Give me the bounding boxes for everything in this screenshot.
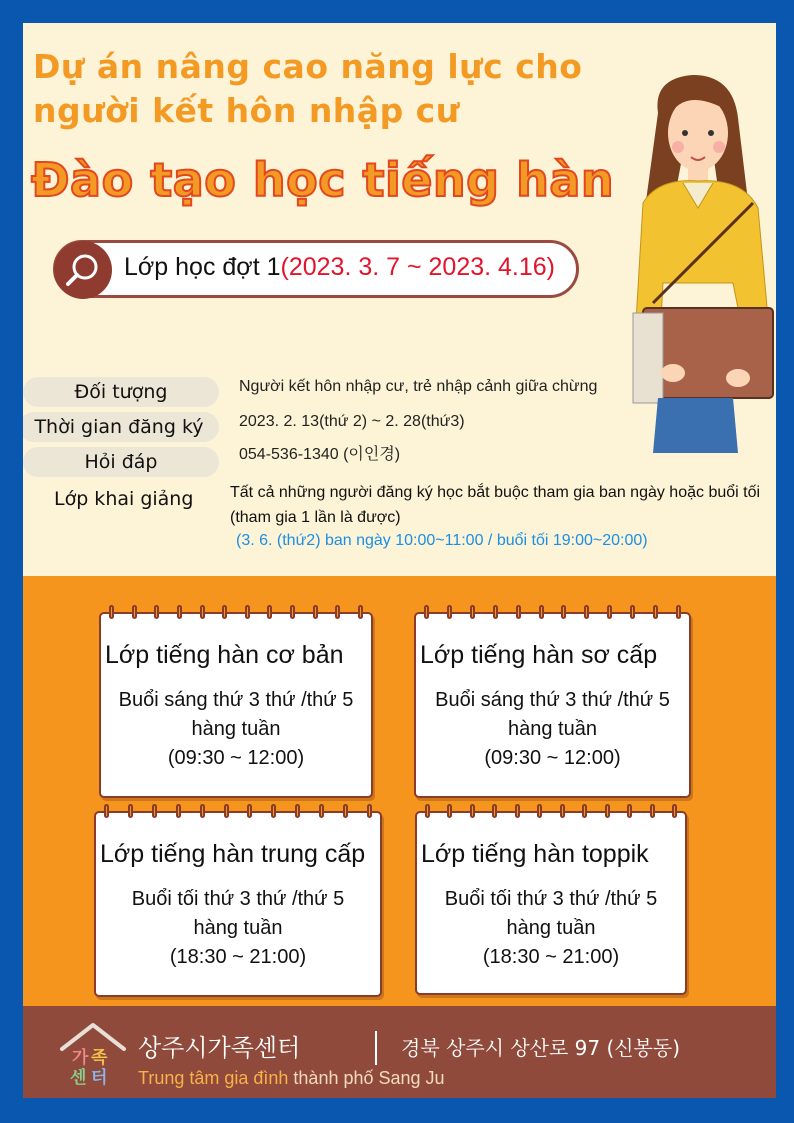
info-label-target: Đối tượng — [23, 377, 219, 407]
class-days: Buổi tối thứ 3 thứ /thứ 5 — [131, 888, 345, 910]
class-days: Buổi tối thứ 3 thứ /thứ 5 — [444, 888, 658, 910]
main-title: Đào tạo học tiếng hàn — [31, 153, 615, 207]
class-title: Lớp tiếng hàn cơ bản — [105, 641, 344, 669]
class-card-topik — [415, 811, 687, 995]
svg-text:센: 센 — [70, 1068, 87, 1088]
card-rings — [425, 804, 677, 818]
info-value-inquiry: 054-536-1340 (이인경) — [239, 446, 401, 463]
woman-illustration — [613, 73, 776, 453]
class-schedule — [417, 885, 685, 972]
center-address: 경북 상주시 상산로 97 (신봉동) — [401, 1036, 681, 1060]
class-section — [23, 576, 776, 1006]
class-title: Lớp tiếng hàn sơ cấp — [420, 641, 658, 669]
info-value-target: Người kết hôn nhập cư, trẻ nhập cảnh giữa chừng — [239, 378, 598, 395]
search-icon — [54, 241, 112, 299]
period-search-bar — [53, 240, 579, 298]
svg-text:터: 터 — [91, 1068, 108, 1088]
footer-divider — [375, 1031, 377, 1065]
card-rings — [104, 804, 372, 818]
project-title-line1: Dự án nâng cao năng lực cho — [33, 47, 583, 86]
center-name-vn-part2: thành phố Sang Ju — [288, 1068, 445, 1088]
class-time: (18:30 ~ 21:00) — [169, 946, 307, 968]
card-rings — [424, 605, 681, 619]
period-range: (2023. 3. 7 ~ 2023. 4.16) — [280, 253, 556, 281]
project-title-line2: người kết hôn nhập cư — [33, 91, 460, 130]
class-time: (18:30 ~ 21:00) — [482, 946, 620, 968]
class-frequency: hàng tuần — [193, 917, 283, 939]
class-title: Lớp tiếng hàn toppik — [421, 840, 649, 868]
project-title — [33, 45, 582, 133]
info-opening-time: (3. 6. (thứ2) ban ngày 10:00~11:00 / buổi tối 19:00~20:00) — [236, 532, 648, 549]
class-schedule — [96, 885, 380, 972]
card-rings — [109, 605, 363, 619]
class-card-elementary — [414, 612, 691, 798]
period-label — [124, 253, 555, 282]
info-label-opening: Lớp khai giảng — [54, 488, 194, 510]
class-card-basic — [99, 612, 373, 798]
period-name: Lớp học đợt 1 — [124, 253, 281, 281]
class-days: Buổi sáng thứ 3 thứ /thứ 5 — [118, 689, 354, 711]
class-frequency: hàng tuần — [508, 718, 597, 740]
class-title: Lớp tiếng hàn trung cấp — [100, 840, 366, 868]
class-time: (09:30 ~ 12:00) — [484, 747, 621, 769]
footer — [23, 1006, 776, 1098]
center-name-korean: 상주시가족센터 — [138, 1034, 301, 1062]
info-label-inquiry: Hỏi đáp — [23, 447, 219, 477]
svg-text:족: 족 — [91, 1048, 108, 1068]
class-frequency: hàng tuần — [191, 718, 281, 740]
svg-text:가: 가 — [72, 1048, 89, 1068]
class-schedule — [416, 686, 689, 773]
info-value-opening: Tất cả những người đăng ký học bắt buộc tham gia ban ngày hoặc buổi tối (tham gia 1 lần là được) — [230, 484, 761, 526]
poster — [23, 23, 776, 1098]
family-center-house-logo — [58, 1019, 128, 1089]
class-frequency: hàng tuần — [506, 917, 596, 939]
class-time: (09:30 ~ 12:00) — [167, 747, 305, 769]
class-schedule — [101, 686, 371, 773]
info-value-registration: 2023. 2. 13(thứ 2) ~ 2. 28(thứ3) — [239, 413, 465, 430]
class-card-intermediate — [94, 811, 382, 997]
center-name-vietnamese — [138, 1068, 445, 1089]
info-label-registration: Thời gian đăng ký — [23, 412, 219, 442]
center-name-vn-part1: Trung tâm gia đình — [138, 1068, 289, 1088]
class-days: Buổi sáng thứ 3 thứ /thứ 5 — [435, 689, 670, 711]
